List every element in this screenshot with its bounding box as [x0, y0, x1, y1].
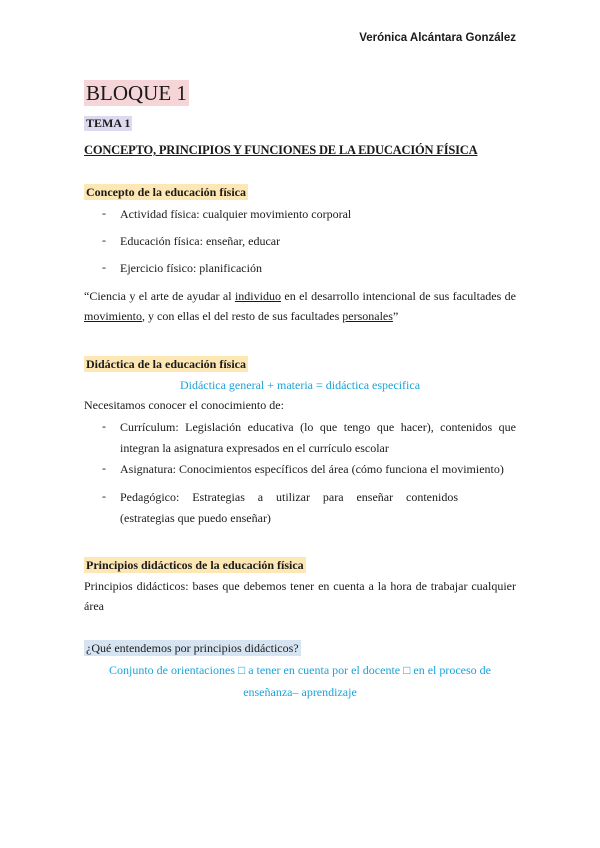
list-item-continuation: (estrategias que puedo enseñar) — [120, 511, 271, 525]
block-title: BLOQUE 1 — [86, 81, 187, 105]
quote-underlined: individuo — [234, 289, 281, 303]
quote-text: ” — [392, 309, 399, 323]
quote-text: en el desarrollo intencional de sus facultades de — [280, 289, 516, 303]
list-bullet: - — [102, 419, 106, 433]
list-item: Currículum: Legislación educativa (lo que tengo que hacer), contenidos que — [120, 420, 516, 434]
list-item: Asignatura: Conocimientos específicos del área (cómo funciona el movimiento) — [120, 462, 504, 476]
answer-line-1: Conjunto de orientaciones □ a tener en cuenta por el docente □ en el proceso de — [108, 663, 491, 677]
author-name: Verónica Alcántara González — [359, 32, 516, 44]
definition-quote — [84, 288, 516, 324]
section-heading-principios: Principios didácticos de la educación física — [86, 558, 304, 572]
list-item: Pedagógico: Estrategias a utilizar para enseñar contenidos — [120, 490, 458, 504]
list-item: Educación física: enseñar, educar — [120, 234, 281, 248]
list-bullet: - — [102, 233, 106, 247]
quote-underlined: movimiento — [84, 309, 142, 323]
list-bullet: - — [102, 461, 106, 475]
quote-text: “Ciencia y el arte de ayudar al — [84, 289, 235, 303]
question-highlight: ¿Qué entendemos por principios didácticos? — [86, 641, 299, 655]
principles-text-continuation: área — [84, 599, 104, 613]
principles-text: Principios didácticos: bases que debemos tener en cuenta a la hora de trabajar cualquier — [84, 579, 516, 593]
section-heading-didactica: Didáctica de la educación física — [86, 357, 246, 371]
answer-line-2: enseñanza– aprendizaje — [243, 685, 357, 699]
quote-underlined: personales — [342, 309, 393, 323]
list-bullet: - — [102, 206, 106, 220]
topic-label: TEMA 1 — [86, 116, 131, 130]
intro-text: Necesitamos conocer el conocimiento de: — [84, 398, 284, 412]
quote-text: , y con ellas el del resto de sus facultades — [142, 309, 343, 323]
list-bullet: - — [102, 260, 106, 274]
didactics-formula: Didáctica general + materia = didáctica especifica — [179, 378, 421, 392]
page-title: CONCEPTO, PRINCIPIOS Y FUNCIONES DE LA EDUCACIÓN FÍSICA — [84, 143, 478, 157]
list-item: Actividad física: cualquier movimiento corporal — [120, 207, 352, 221]
list-bullet: - — [102, 489, 106, 503]
list-item-continuation: integran la asignatura expresados en el currículo escolar — [120, 441, 389, 455]
section-heading-concepto: Concepto de la educación física — [86, 185, 246, 199]
list-item: Ejercicio físico: planificación — [120, 261, 262, 275]
